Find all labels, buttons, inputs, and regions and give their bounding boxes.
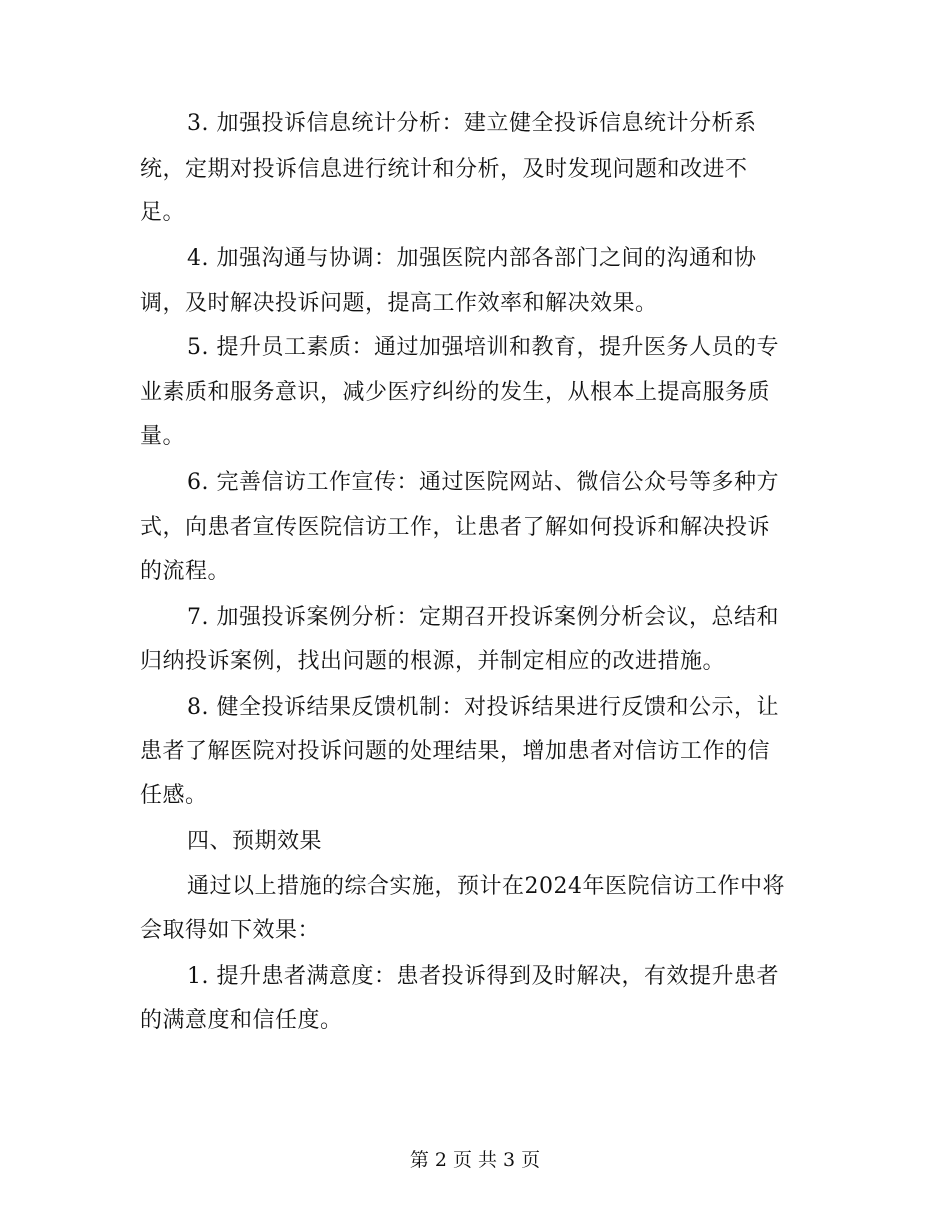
paragraph-line: 调，及时解决投诉问题，提高工作效率和解决效果。: [140, 291, 658, 316]
paragraph-line: 的流程。: [140, 559, 231, 584]
paragraph-line: 8. 健全投诉结果反馈机制：对投诉结果进行反馈和公示，让: [187, 695, 779, 720]
paragraph-line: 4. 加强沟通与协调：加强医院内部各部门之间的沟通和协: [187, 246, 757, 271]
paragraph-line: 6. 完善信访工作宣传：通过医院网站、微信公众号等多种方: [187, 470, 779, 495]
page-number-footer: 第 2 页 共 3 页: [409, 1149, 541, 1171]
paragraph-line: 归纳投诉案例，找出问题的根源，并制定相应的改进措施。: [140, 649, 726, 674]
section-heading: 四、预期效果: [187, 829, 323, 854]
paragraph-line: 式，向患者宣传医院信访工作，让患者了解如何投诉和解决投诉: [140, 515, 771, 540]
paragraph-line: 业素质和服务意识，减少医疗纠纷的发生，从根本上提高服务质: [140, 380, 771, 405]
paragraph-line: 的满意度和信任度。: [140, 1008, 343, 1033]
paragraph-line: 1. 提升患者满意度：患者投诉得到及时解决，有效提升患者: [187, 964, 779, 989]
paragraph-line: 7. 加强投诉案例分析：定期召开投诉案例分析会议，总结和: [187, 605, 779, 630]
paragraph-line: 患者了解医院对投诉问题的处理结果，增加患者对信访工作的信: [140, 739, 771, 764]
paragraph-line: 3. 加强投诉信息统计分析：建立健全投诉信息统计分析系: [187, 111, 757, 136]
paragraph-line: 足。: [140, 200, 186, 225]
paragraph-line: 量。: [140, 424, 186, 449]
paragraph-line: 统，定期对投诉信息进行统计和分析，及时发现问题和改进不: [140, 157, 748, 182]
paragraph-line: 任感。: [140, 783, 208, 808]
paragraph-line: 通过以上措施的综合实施，预计在2024年医院信访工作中将: [187, 874, 785, 899]
paragraph-line: 会取得如下效果：: [140, 918, 321, 943]
paragraph-line: 5. 提升员工素质：通过加强培训和教育，提升医务人员的专: [187, 335, 779, 360]
